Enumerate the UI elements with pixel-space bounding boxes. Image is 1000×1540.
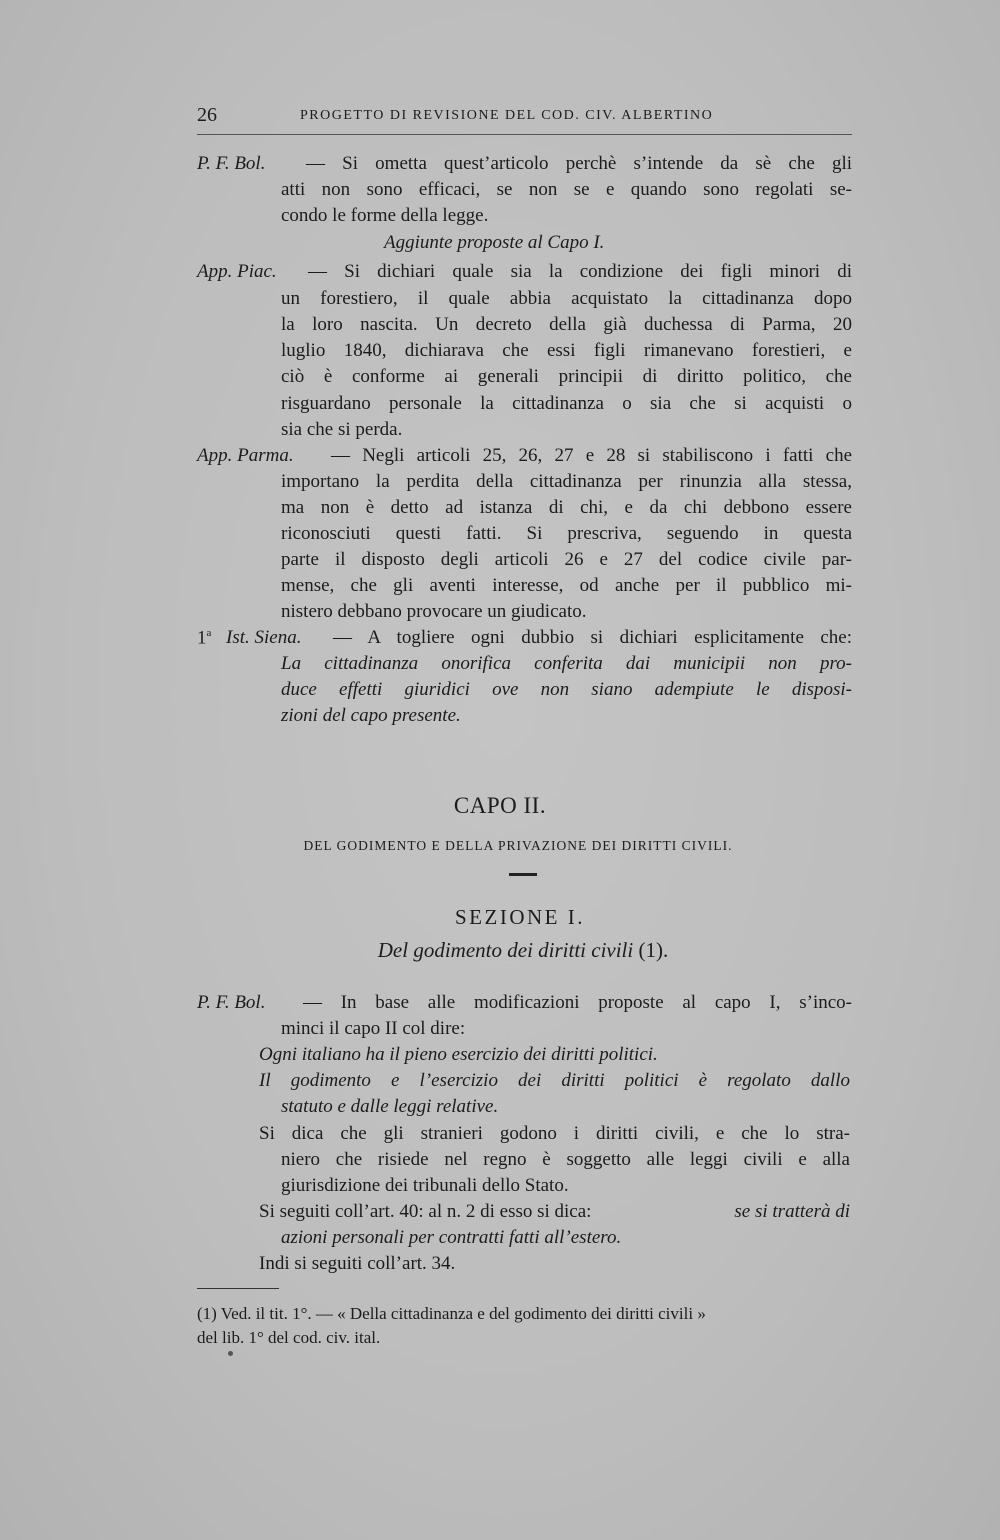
- para-c-line-3: giurisdizione dei tribunali dello Stato.: [281, 1175, 569, 1196]
- pfbol-line-3: condo le forme della legge.: [281, 205, 489, 226]
- siena-italic-2: duce effetti giuridici ove non siano adempiute le disposi-: [281, 679, 852, 700]
- chapter-title: CAPO II.: [453, 793, 547, 818]
- siena-italic-1: La cittadinanza onorifica conferita dai municipii non pro-: [281, 653, 852, 674]
- footnote-rule: [197, 1288, 279, 1289]
- pfbol2-line-2: minci il capo II col dire:: [281, 1018, 466, 1039]
- siena-lead: Ist. Siena.: [226, 627, 302, 648]
- pfbol-lead: P. F. Bol.: [197, 153, 266, 174]
- aggiunte-heading: Aggiunte proposte al Capo I.: [384, 232, 605, 253]
- parma-line-1: — Negli articoli 25, 26, 27 e 28 si stabiliscono i fatti che: [331, 445, 852, 466]
- piac-line-3: la loro nascita. Un decreto della già duchessa di Parma, 20: [281, 314, 852, 335]
- pfbol-line-2: atti non sono efficaci, se non se e quando sono regolati se-: [281, 179, 852, 200]
- footnote-line-1: (1) Ved. il tit. 1°. — « Della cittadinanza e del godimento dei diritti civili »: [197, 1304, 706, 1323]
- chapter-subtitle: DEL GODIMENTO E DELLA PRIVAZIONE DEI DIRITTI CIVILI.: [303, 838, 733, 853]
- para-e: Indi si seguiti coll’art. 34.: [259, 1253, 456, 1274]
- pfbol2-line-1: — In base alle modificazioni proposte al capo I, s’inco-: [303, 992, 852, 1013]
- para-d-line-2: azioni personali per contratti fatti all’estero.: [281, 1227, 622, 1248]
- ink-spot: [228, 1351, 233, 1356]
- section-title: SEZIONE I.: [455, 905, 585, 929]
- italic-godimento-2: statuto e dalle leggi relative.: [281, 1096, 499, 1117]
- page-number: 26: [197, 104, 217, 126]
- parma-line-3: ma non è detto ad istanza di chi, e da chi debbono essere: [281, 497, 852, 518]
- piac-line-2: un forestiero, il quale abbia acquistato la cittadinanza dopo: [281, 288, 852, 309]
- pfbol-line-1: — Si ometta quest’articolo perchè s’intende da sè che gli: [306, 153, 852, 174]
- parma-line-2: importano la perdita della cittadinanza per rinunzia alla stessa,: [281, 471, 852, 492]
- piac-line-6: risguardano personale la cittadinanza o sia che si acquisti o: [281, 393, 852, 414]
- para-c-line-1: Si dica che gli stranieri godono i diritti civili, e che lo stra-: [259, 1123, 850, 1144]
- italic-ogni: Ogni italiano ha il pieno esercizio dei diritti politici.: [259, 1044, 658, 1065]
- parma-line-5: parte il disposto degli articoli 26 e 27 del codice civile par-: [281, 549, 852, 570]
- pfbol2-lead: P. F. Bol.: [197, 992, 266, 1013]
- footnote-line-2: del lib. 1° del cod. civ. ital.: [197, 1328, 381, 1347]
- header-rule: [197, 134, 852, 135]
- parma-line-6: mense, che gli aventi interesse, od anche per il pubblico mi-: [281, 575, 852, 596]
- piac-line-1: — Si dichiari quale sia la condizione dei figli minori di: [308, 261, 852, 282]
- section-subtitle: Del godimento dei diritti civili (1).: [377, 938, 669, 962]
- heading-dash: [509, 873, 537, 876]
- parma-lead: App. Parma.: [197, 445, 294, 466]
- parma-line-4: riconosciuti questi fatti. Si prescriva, seguendo in questa: [281, 523, 852, 544]
- siena-line-1: — A togliere ogni dubbio si dichiari esplicitamente che:: [333, 627, 852, 648]
- parma-line-7: nistero debbano provocare un giudicato.: [281, 601, 587, 622]
- running-title: PROGETTO DI REVISIONE DEL COD. CIV. ALBERTINO: [300, 108, 714, 123]
- para-c-line-2: niero che risiede nel regno è soggetto alle leggi civili e alla: [281, 1149, 850, 1170]
- piac-lead: App. Piac.: [197, 261, 277, 282]
- para-d-line-1: Si seguiti coll’art. 40: al n. 2 di esso si dica: se si tratterà di: [259, 1201, 850, 1222]
- siena-italic-3: zioni del capo presente.: [281, 705, 461, 726]
- piac-line-4: luglio 1840, dichiarava che essi figli rimanevano forestieri, e: [281, 340, 852, 361]
- piac-line-5: ciò è conforme ai generali principii di diritto politico, che: [281, 366, 852, 387]
- siena-number: 1$^a$: [197, 627, 212, 649]
- italic-godimento-1: Il godimento e l’esercizio dei diritti politici è regolato dallo: [259, 1070, 850, 1091]
- piac-line-7: sia che si perda.: [281, 419, 403, 440]
